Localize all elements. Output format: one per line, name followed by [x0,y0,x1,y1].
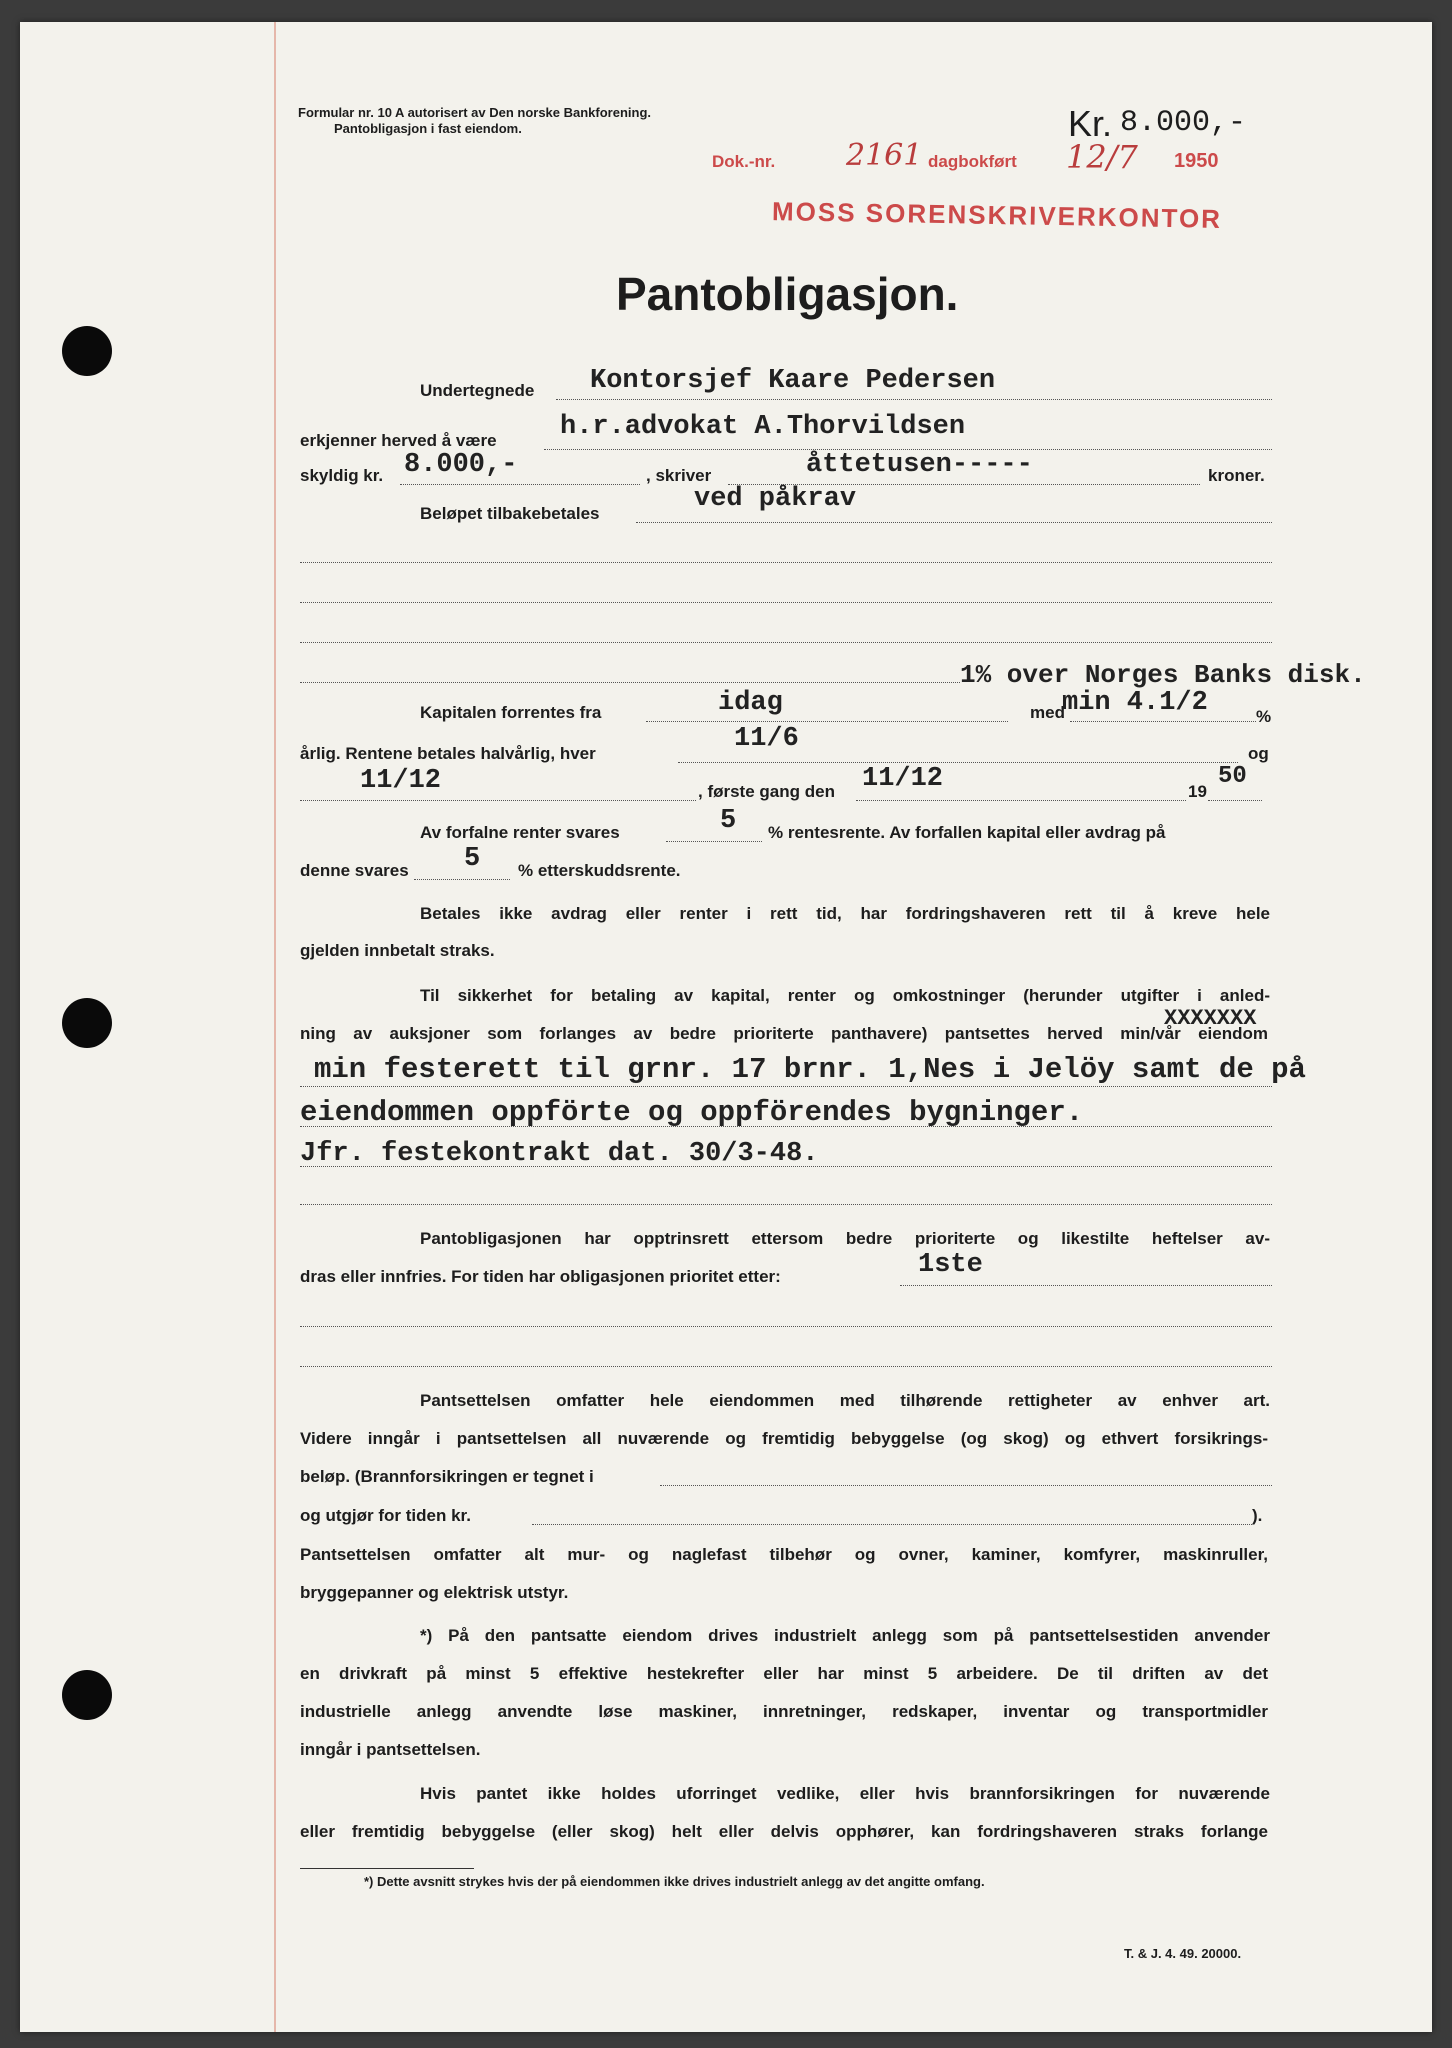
payment-date-2: 11/12 [360,766,442,796]
fill-line [300,800,696,801]
stamp-date: 12/7 [1066,138,1138,176]
sikkerhet-paragraph-line: ning av auksjoner som forlanges av bedre prioriterte panthavere) pantsettes herved min/vår eiendom [300,1024,1268,1043]
stamp-year: 1950 [1174,150,1219,172]
document-title: Pantobligasjon. [616,268,959,320]
betales-paragraph-line: Betales ikke avdrag eller renter i rett tid, har fordringshaveren rett til å kreve hele [420,904,1270,923]
amount-digits: 8.000,- [404,450,518,480]
form-type: Pantobligasjon i fast eiendom. [334,121,522,136]
fill-line [300,1126,1272,1127]
omfatter-paragraph-line: Pantsettelsen omfatter alt mur- og naglefast tilbehør og ovner, kaminer, komfyrer, maskinruller, [300,1545,1268,1564]
footnote: *) Dette avsnitt strykes hvis der på eiendommen ikke drives industrielt anlegg av det angitte omfang. [364,1874,985,1889]
first-payment-year: 50 [1218,763,1247,790]
industri-paragraph-line: industrielle anlegg anvendte løse maskiner, innretninger, redskaper, inventar og transportmidler [300,1702,1268,1721]
sikkerhet-paragraph-line: Til sikkerhet for betaling av kapital, renter og omkostninger (herunder utgifter i anled- [420,986,1270,1005]
punch-hole [62,1670,112,1720]
fill-line [300,642,1272,643]
undertegnede-label: Undertegnede [420,381,535,400]
property-description: Jfr. festekontrakt dat. 30/3-48. [300,1139,819,1169]
betales-paragraph-line: gjelden innbetalt straks. [300,941,495,960]
kr-label: Kr. [1068,103,1113,144]
fill-line [556,399,1272,400]
industri-paragraph-line: *) På den pantsatte eiendom drives industrielt anlegg som på pantsettelsestiden anvender [420,1626,1270,1645]
amount-words: åttetusen----- [806,450,1033,480]
payment-date-1: 11/6 [734,724,799,754]
og-label: og [1248,744,1269,763]
fill-line [300,1366,1272,1367]
arrears-interest-value: 5 [464,844,481,874]
form-number: Formular nr. 10 A autorisert av Den norske Bankforening. [298,105,652,120]
fill-line [666,841,762,842]
fill-line [414,879,510,880]
denne-rest: % etterskuddsrente. [518,861,681,880]
stamp-doknr-value: 2161 [846,138,923,173]
debtor-name: Kontorsjef Kaare Pedersen [590,366,996,396]
opptrinn-paragraph-line: dras eller innfries. For tiden har obligasjonen prioritet etter: [300,1267,781,1286]
forste-gang-label: , første gang den [698,782,835,801]
struck-out-marks: XXXXXXX [1164,1006,1257,1031]
fill-line [300,602,1272,603]
fill-line [400,484,640,485]
fill-line [300,562,1272,563]
omfatter-paragraph-line: Videre inngår i pantsettelsen all nuværende og fremtidig bebyggelse (og skog) og ethvert forsikrings- [300,1429,1268,1448]
erkjenner-label: erkjenner herved å være [300,431,497,450]
forfalne-label: Av forfalne renter svares [420,823,620,842]
fill-line [660,1485,1272,1486]
kr-amount: 8.000,- [1120,106,1247,140]
denne-label: denne svares [300,861,409,880]
arlig-label: årlig. Rentene betales halvårlig, hver [300,744,596,763]
kroner-label: kroner. [1208,466,1265,485]
printer-mark: T. & J. 4. 49. 20000. [1124,1946,1242,1961]
footnote-rule [300,1868,474,1869]
fill-line [678,762,1238,763]
punch-hole [62,998,112,1048]
fill-line [900,1285,1272,1286]
belopet-label: Beløpet tilbakebetales [420,504,600,523]
stamp-doknr-label: Dok.-nr. [712,152,776,171]
med-label: med [1030,703,1065,722]
interest-margin: 1% over Norges Banks disk. [960,660,1366,690]
skyldig-label: skyldig kr. [300,466,384,485]
stamp-office: MOSS SORENSKRIVERKONTOR [771,196,1223,234]
interest-from: idag [718,688,783,718]
fill-line [1208,800,1262,801]
fill-line [300,682,960,683]
creditor-name: h.r.advokat A.Thorvildsen [560,412,966,442]
industri-paragraph-line: en drivkraft på minst 5 effektive hestekrefter eller har minst 5 arbeidere. De til driften av det [300,1664,1268,1683]
fill-line [300,1166,1272,1167]
repayment-terms: ved påkrav [694,484,857,514]
skriver-label: , skriver [646,466,712,485]
omfatter-paragraph-line: og utgjør for tiden kr. [300,1506,471,1525]
fill-line [532,1524,1252,1525]
fill-line [646,721,1008,722]
fill-line [300,1204,1272,1205]
percent-sign: % [1256,707,1272,726]
interest-rate: min 4.1/2 [1062,688,1208,718]
priority-value: 1ste [918,1250,983,1280]
omfatter-paragraph-line: bryggepanner og elektrisk utstyr. [300,1583,569,1602]
industri-paragraph-line: inngår i pantsettelsen. [300,1740,481,1759]
fill-line [636,522,1272,523]
property-description: eiendommen oppförte og oppförendes bygninger. [300,1096,1084,1129]
fill-line [300,1326,1272,1327]
late-interest-value: 5 [720,806,737,836]
margin-rule [274,22,276,2032]
stamp-dagbokfort-label: dagbokført [928,152,1017,171]
forfalne-rest: % rentesrente. Av forfallen kapital eller avdrag på [768,823,1166,842]
fill-line [856,800,1186,801]
opptrinn-paragraph-line: Pantobligasjonen har opptrinsrett ettersom bedre prioriterte og likestilte heftelser av- [420,1229,1270,1248]
omfatter-paragraph-line: beløp. (Brannforsikringen er tegnet i [300,1467,594,1486]
omfatter-paragraph-line: Pantsettelsen omfatter hele eiendommen med tilhørende rettigheter av enhver art. [420,1391,1270,1410]
year-prefix: 19 [1188,782,1207,801]
first-payment-date: 11/12 [862,764,944,794]
punch-hole [62,326,112,376]
fill-line [300,1086,1272,1087]
property-description: min festerett til grnr. 17 brnr. 1,Nes i Jelöy samt de på [314,1053,1306,1086]
hvis-paragraph-line: Hvis pantet ikke holdes uforringet vedlike, eller hvis brannforsikringen for nuværende [420,1784,1270,1803]
kapitalen-label: Kapitalen forrentes fra [420,703,602,722]
hvis-paragraph-line: eller fremtidig bebyggelse (eller skog) helt eller delvis opphører, kan fordringshaveren straks forlange [300,1822,1268,1841]
omfatter-paragraph-end: ). [1252,1506,1263,1525]
fill-line [1070,721,1256,722]
